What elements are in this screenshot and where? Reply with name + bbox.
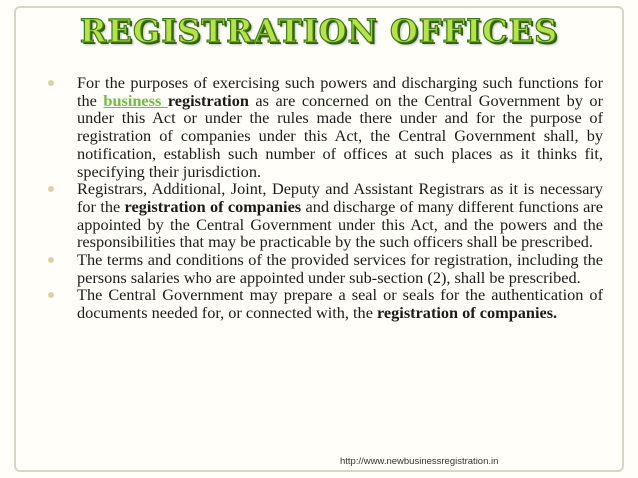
bullet-text-bold: registration of companies. bbox=[377, 303, 558, 323]
bullet-item bbox=[48, 251, 603, 286]
footer-url: http://www.newbusinessregistration.in bbox=[340, 456, 499, 467]
slide-title: REGISTRATION OFFICES bbox=[79, 12, 559, 50]
bullet-marker bbox=[48, 186, 54, 192]
bullet-text-normal: Registrars, Additional, Joint, Deputy and Assistant Registrars as it is necessary for the bbox=[77, 179, 603, 216]
bullet-text-normal: The Central Government may prepare a seal or seals for the authentication of documents needed for, or connected with, the bbox=[77, 285, 603, 323]
bullet-text-normal: The terms and conditions of the provided services for registration, including the persons salaries who are appointed under sub-section (2), shall be prescribed. bbox=[77, 250, 603, 287]
bullet-item bbox=[48, 286, 603, 321]
bullet-text-normal: For the purposes of exercising such powers and discharging such functions for the bbox=[77, 73, 603, 110]
bullet-marker bbox=[48, 292, 54, 298]
bullet-item bbox=[48, 74, 603, 180]
bullet-list bbox=[48, 74, 603, 322]
bullet-item bbox=[48, 180, 603, 251]
bullet-text-bold: registration bbox=[167, 90, 249, 110]
bullet-marker bbox=[48, 80, 54, 86]
bullet-marker bbox=[48, 257, 54, 263]
bullet-text-normal: as are concerned on the Central Government by or under this Act or under the rules made there under and for the purpose of registration of companies under this Act, the Central Government shall, by notification, establish such number of offices at such places as it thinks fit, specifying their jurisdiction. bbox=[77, 90, 603, 181]
bullet-text-normal: and discharge of many different functions are appointed by the Central Government under this Act, and the powers and the responsibilities that may be practicable by the such officers shall be prescribed. bbox=[77, 196, 604, 252]
bullet-text-bold: registration of companies bbox=[124, 196, 302, 216]
business-link[interactable]: business bbox=[103, 90, 168, 110]
